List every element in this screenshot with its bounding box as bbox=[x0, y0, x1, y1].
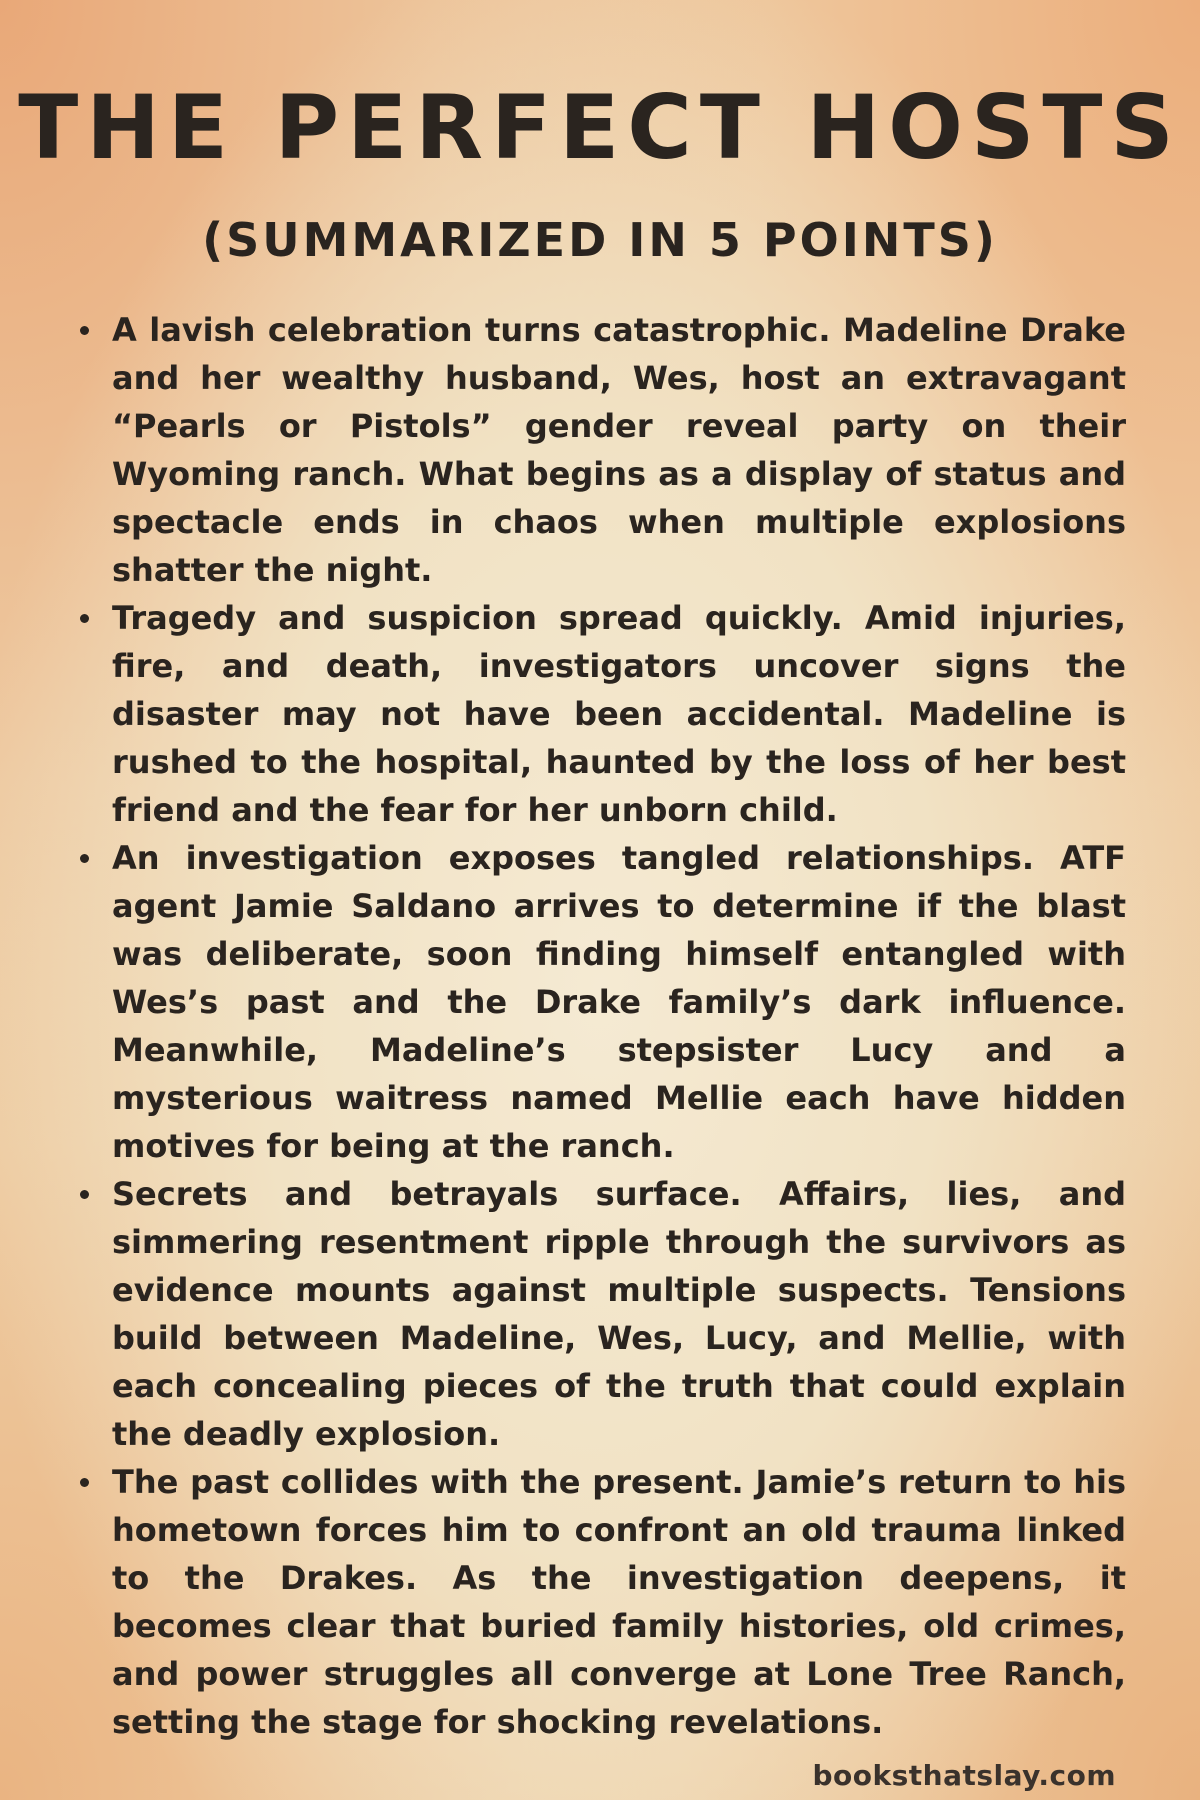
summary-point-4 bbox=[72, 1170, 1126, 1458]
summary-point-text: A lavish celebration turns catastrophic. Madeline Drake and her wealthy husband, Wes, host an extravagant “Pearls or Pistols” gender reveal party on their Wyoming ranch. What begins as a display of status and spectacle ends in chaos when multiple explosions shatter the night. bbox=[112, 311, 1126, 589]
summary-points-list bbox=[72, 306, 1126, 1746]
summary-point-3 bbox=[72, 834, 1126, 1170]
summary-point-text: An investigation exposes tangled relationships. ATF agent Jamie Saldano arrives to determine if the blast was deliberate, soon finding himself entangled with Wes’s past and the Drake family’s dark influence. Meanwhile, Madeline’s stepsister Lucy and a mysterious waitress named Mellie each have hidden motives for being at the ranch. bbox=[112, 839, 1126, 1165]
page-subtitle: (SUMMARIZED IN 5 POINTS) bbox=[202, 213, 998, 267]
summary-point-text: Tragedy and suspicion spread quickly. Amid injuries, fire, and death, investigators uncover signs the disaster may not have been accidental. Madeline is rushed to the hospital, haunted by the loss of her best friend and the fear for her unborn child. bbox=[112, 599, 1126, 829]
summary-point-2 bbox=[72, 594, 1126, 834]
page-title: THE PERFECT HOSTS bbox=[18, 76, 1182, 179]
bullet-icon bbox=[80, 1190, 89, 1199]
summary-point-text: The past collides with the present. Jamie’s return to his hometown forces him to confront an old trauma linked to the Drakes. As the investigation deepens, it becomes clear that buried family histories, old crimes, and power struggles all converge at Lone Tree Ranch, setting the stage for shocking revelations. bbox=[112, 1463, 1126, 1741]
summary-point-text: Secrets and betrayals surface. Affairs, lies, and simmering resentment ripple through the survivors as evidence mounts against multiple suspects. Tensions build between Madeline, Wes, Lucy, and Mellie, with each concealing pieces of the truth that could explain the deadly explosion. bbox=[112, 1175, 1126, 1453]
bullet-icon bbox=[80, 614, 89, 623]
summary-point-5 bbox=[72, 1458, 1126, 1746]
bullet-icon bbox=[80, 326, 89, 335]
bullet-icon bbox=[80, 854, 89, 863]
summary-point-1 bbox=[72, 306, 1126, 594]
site-credit: booksthatslay.com bbox=[812, 1759, 1116, 1792]
bullet-icon bbox=[80, 1478, 89, 1487]
